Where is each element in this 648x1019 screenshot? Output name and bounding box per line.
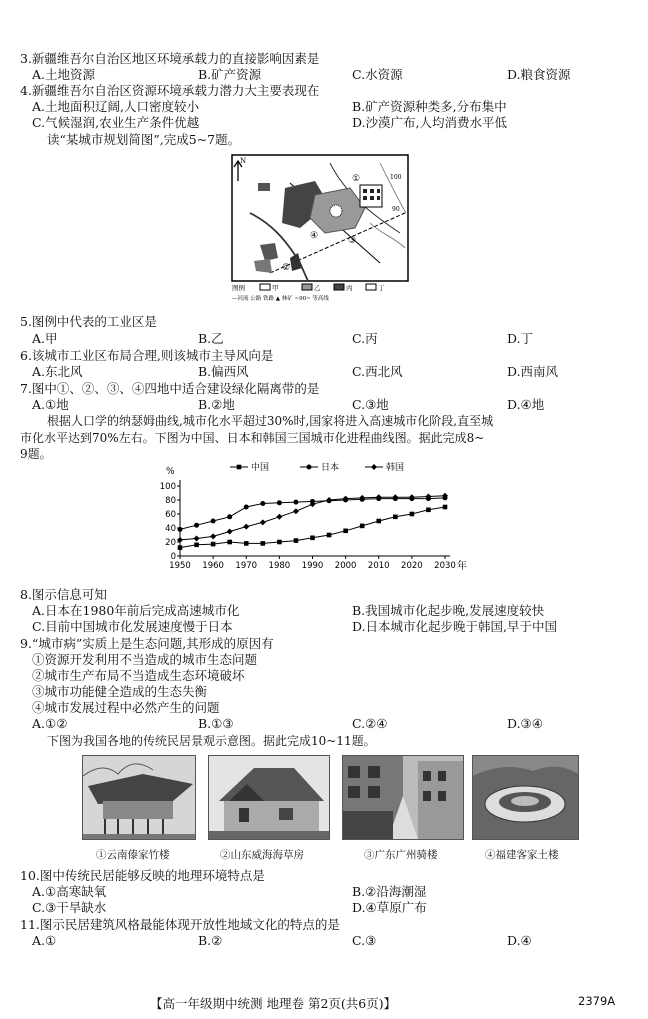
- data-point: [443, 505, 448, 510]
- map-legend-bing: 丙: [346, 284, 353, 292]
- photo-caption-2: ②山东威海海草房: [220, 849, 304, 861]
- q3-option-c: C.水资源: [352, 67, 403, 82]
- x-tick-label: 1950: [169, 561, 191, 571]
- q9-item-3: [0, 683, 648, 700]
- y-tick-label: 0: [170, 552, 176, 562]
- data-point: [376, 519, 381, 524]
- q8-option-d: D.日本城市化起步晚于韩国,早于中国: [352, 619, 558, 634]
- urbanization-chart: [150, 458, 490, 576]
- q7-stem: 7.图中①、②、③、④四地中适合建设绿化隔离带的是: [20, 381, 320, 396]
- x-tick-label: 2010: [367, 561, 390, 571]
- map-legend-ding: 丁: [378, 284, 385, 292]
- question-5: [0, 313, 648, 330]
- q9-option-b: B.①③: [198, 716, 234, 731]
- question-6: [0, 347, 648, 364]
- map-label-4: ④: [310, 231, 319, 241]
- map-north: N: [240, 157, 247, 165]
- q9-item-1-text: ①资源开发利用不当造成的城市生态问题: [32, 652, 258, 667]
- q10-stem: 10.图中传统民居能够反映的地理环境特点是: [20, 868, 265, 883]
- q10-options-row1: [0, 883, 648, 900]
- q6-options: [0, 363, 648, 380]
- data-point: [211, 519, 216, 524]
- q5-options: [0, 330, 648, 347]
- x-tick-label: 1960: [202, 561, 224, 571]
- data-point: [244, 541, 249, 546]
- data-point: [293, 508, 299, 514]
- y-axis-unit: %: [166, 467, 175, 477]
- x-tick-label: 1970: [235, 561, 258, 571]
- photo-caption-3: ③广东广州骑楼: [364, 849, 438, 861]
- q7-option-b: B.②地: [198, 397, 235, 412]
- data-point: [276, 514, 282, 520]
- q6-option-a: A.东北风: [32, 364, 83, 379]
- map-contour-100: 100: [390, 174, 402, 181]
- city-plan-map: [230, 153, 412, 303]
- data-point: [410, 512, 415, 517]
- question-11: [0, 916, 648, 933]
- x-tick-label: 1980: [268, 561, 291, 571]
- data-point: [310, 536, 315, 541]
- q4-options-row2: [0, 114, 648, 131]
- data-point: [294, 538, 299, 543]
- q4-stem: 4.新疆维吾尔自治区资源环境承载力潜力大主要表现在: [20, 83, 320, 98]
- q9-item-3-text: ③城市功能健全造成的生态失衡: [32, 684, 208, 699]
- q6-option-c: C.西北风: [352, 364, 403, 379]
- question-4: [0, 82, 648, 99]
- data-point: [327, 533, 332, 538]
- data-point: [227, 540, 232, 545]
- q5-option-b: B.乙: [198, 331, 224, 346]
- q5-option-a: A.甲: [32, 331, 58, 346]
- data-point: [178, 527, 183, 532]
- x-tick-label: 2030: [434, 561, 456, 571]
- photo-caption-1: ①云南傣家竹楼: [96, 849, 170, 861]
- q5-option-d: D.丁: [507, 331, 534, 346]
- intro-8-9-text-1: 根据人口学的纳瑟姆曲线,城市化水平超过30%时,国家将进入高速城市化阶段,直至城: [47, 414, 494, 428]
- map-label-3: ③: [348, 236, 357, 246]
- page-footer: [0, 994, 648, 1012]
- data-point: [277, 540, 282, 545]
- data-point: [244, 505, 249, 510]
- x-tick-label: 1990: [301, 561, 324, 571]
- question-9: [0, 635, 648, 652]
- q9-options: [0, 715, 648, 732]
- intro-10-11: [0, 733, 648, 750]
- data-point: [194, 523, 199, 528]
- map-label-1: ①: [352, 174, 361, 184]
- q11-stem: 11.图示民居建筑风格最能体现开放性地域文化的特点的是: [20, 917, 340, 932]
- data-point: [227, 514, 232, 519]
- data-point: [293, 500, 298, 505]
- intro-10-11-text: 下图为我国各地的传统民居景观示意图。据此完成10~11题。: [47, 734, 376, 748]
- q9-item-4: [0, 699, 648, 716]
- y-tick-label: 80: [165, 496, 176, 506]
- urbanization-chart-svg: [150, 458, 490, 576]
- question-10: [0, 867, 648, 884]
- legend-marker: [307, 465, 312, 470]
- q11-option-b: B.②: [198, 933, 223, 948]
- q8-option-a: A.日本在1980年前后完成高速城市化: [32, 603, 240, 618]
- q9-option-c: C.②④: [352, 716, 388, 731]
- q5-option-c: C.丙: [352, 331, 378, 346]
- q9-option-d: D.③④: [507, 716, 543, 731]
- intro-8-9-line1: [0, 413, 648, 430]
- data-point: [211, 542, 216, 547]
- data-point: [343, 529, 348, 534]
- map-label-2: ②: [282, 263, 291, 273]
- q6-option-d: D.西南风: [507, 364, 559, 379]
- photo-arcade-building: [342, 755, 464, 840]
- q4-option-a: A.土地面积辽阔,人口密度较小: [32, 99, 199, 114]
- q4-option-b: B.矿产资源种类多,分布集中: [352, 99, 507, 114]
- data-point: [194, 543, 199, 548]
- y-tick-label: 60: [165, 510, 176, 520]
- dwelling-photos: [82, 755, 582, 865]
- q3-option-b: B.矿产资源: [198, 67, 262, 82]
- map-legend-lines: —河流 公路 铁路 ▲ 林矿 ~90~ 等高线: [232, 296, 329, 302]
- intro-8-9-line2: [0, 430, 648, 447]
- map-contour-90: 90: [392, 206, 400, 213]
- q9-stem: 9.“城市病”实质上是生态问题,其形成的原因有: [20, 636, 274, 651]
- legend-marker: [237, 465, 242, 470]
- legend-label-2: 韩国: [386, 463, 405, 473]
- data-point: [178, 545, 183, 550]
- q11-options: [0, 932, 648, 949]
- photo-dai-bamboo-house: [82, 755, 196, 840]
- q6-stem: 6.该城市工业区布局合理,则该城市主导风向是: [20, 348, 274, 363]
- question-7: [0, 380, 648, 397]
- q7-option-c: C.③地: [352, 397, 389, 412]
- q8-stem: 8.图示信息可知: [20, 587, 107, 602]
- x-axis-unit: 年: [457, 561, 467, 572]
- q10-option-b: B.②沿海潮湿: [352, 884, 427, 899]
- series-line-0: [180, 507, 445, 548]
- city-plan-map-svg: [230, 153, 412, 303]
- data-point: [194, 536, 200, 542]
- data-point: [360, 524, 365, 529]
- data-point: [261, 541, 266, 546]
- q7-option-a: A.①地: [32, 397, 69, 412]
- map-legend-yi: 乙: [314, 284, 321, 292]
- q8-option-c: C.目前中国城市化发展速度慢于日本: [32, 619, 233, 634]
- data-point: [260, 519, 266, 525]
- q10-option-d: D.④草原广布: [352, 900, 427, 915]
- q3-stem: 3.新疆维吾尔自治区地区环境承载力的直接影响因素是: [20, 51, 320, 66]
- intro-5-7-text: 读“某城市规划简图”,完成5~7题。: [47, 132, 241, 147]
- q3-option-d: D.粮食资源: [507, 67, 571, 82]
- q10-option-c: C.③干旱缺水: [32, 900, 107, 915]
- data-point: [326, 497, 332, 503]
- q7-options: [0, 396, 648, 413]
- intro-5-7: [0, 131, 648, 148]
- map-legend-title: 图例: [232, 284, 245, 292]
- q8-options-row2: [0, 618, 648, 635]
- q11-option-a: A.①: [32, 933, 57, 948]
- photo-caption-4: ④福建客家土楼: [485, 849, 559, 861]
- q11-option-c: C.③: [352, 933, 377, 948]
- q3-options: [0, 66, 648, 83]
- data-point: [393, 515, 398, 520]
- legend-marker: [371, 464, 377, 470]
- question-3: [0, 50, 648, 67]
- q11-option-d: D.④: [507, 933, 532, 948]
- question-8: [0, 586, 648, 603]
- q9-item-1: [0, 651, 648, 668]
- q4-option-d: D.沙漠广布,人均消费水平低: [352, 115, 508, 130]
- q10-option-a: A.①高寒缺氧: [32, 884, 107, 899]
- q8-options-row1: [0, 602, 648, 619]
- q10-options-row2: [0, 899, 648, 916]
- q9-option-a: A.①②: [32, 716, 68, 731]
- q3-option-a: A.土地资源: [32, 67, 96, 82]
- intro-8-9-text-3: 9题。: [20, 447, 52, 461]
- q8-option-b: B.我国城市化起步晚,发展速度较快: [352, 603, 545, 618]
- photo-seaweed-house: [208, 755, 330, 840]
- photo-hakka-tulou: [472, 755, 579, 840]
- intro-8-9-text-2: 市化水平达到70%左右。下图为中国、日本和韩国三国城市化进程曲线图。据此完成8~: [20, 431, 485, 445]
- data-point: [243, 524, 249, 530]
- x-tick-label: 2000: [334, 561, 357, 571]
- data-point: [210, 533, 216, 539]
- data-point: [227, 529, 233, 535]
- footer-code: 2379A: [578, 994, 616, 1008]
- data-point: [426, 508, 431, 513]
- q4-option-c: C.气候湿润,农业生产条件优越: [32, 115, 200, 130]
- legend-label-1: 日本: [321, 463, 340, 473]
- q6-option-b: B.偏西风: [198, 364, 249, 379]
- q5-stem: 5.图例中代表的工业区是: [20, 314, 157, 329]
- y-tick-label: 40: [165, 524, 176, 534]
- footer-title: 【高一年级期中统测 地理卷 第2页(共6页)】: [150, 996, 397, 1011]
- data-point: [277, 500, 282, 505]
- map-legend-jia: 甲: [272, 284, 279, 292]
- q9-item-2: [0, 667, 648, 684]
- q9-item-4-text: ④城市发展过程中必然产生的问题: [32, 700, 220, 715]
- q4-options-row1: [0, 98, 648, 115]
- q7-option-d: D.④地: [507, 397, 545, 412]
- data-point: [260, 501, 265, 506]
- y-tick-label: 100: [159, 482, 176, 492]
- q9-item-2-text: ②城市生产布局不当造成生态环境破坏: [32, 668, 245, 683]
- x-tick-label: 2020: [401, 561, 423, 571]
- y-tick-label: 20: [165, 538, 176, 548]
- legend-label-0: 中国: [251, 463, 270, 473]
